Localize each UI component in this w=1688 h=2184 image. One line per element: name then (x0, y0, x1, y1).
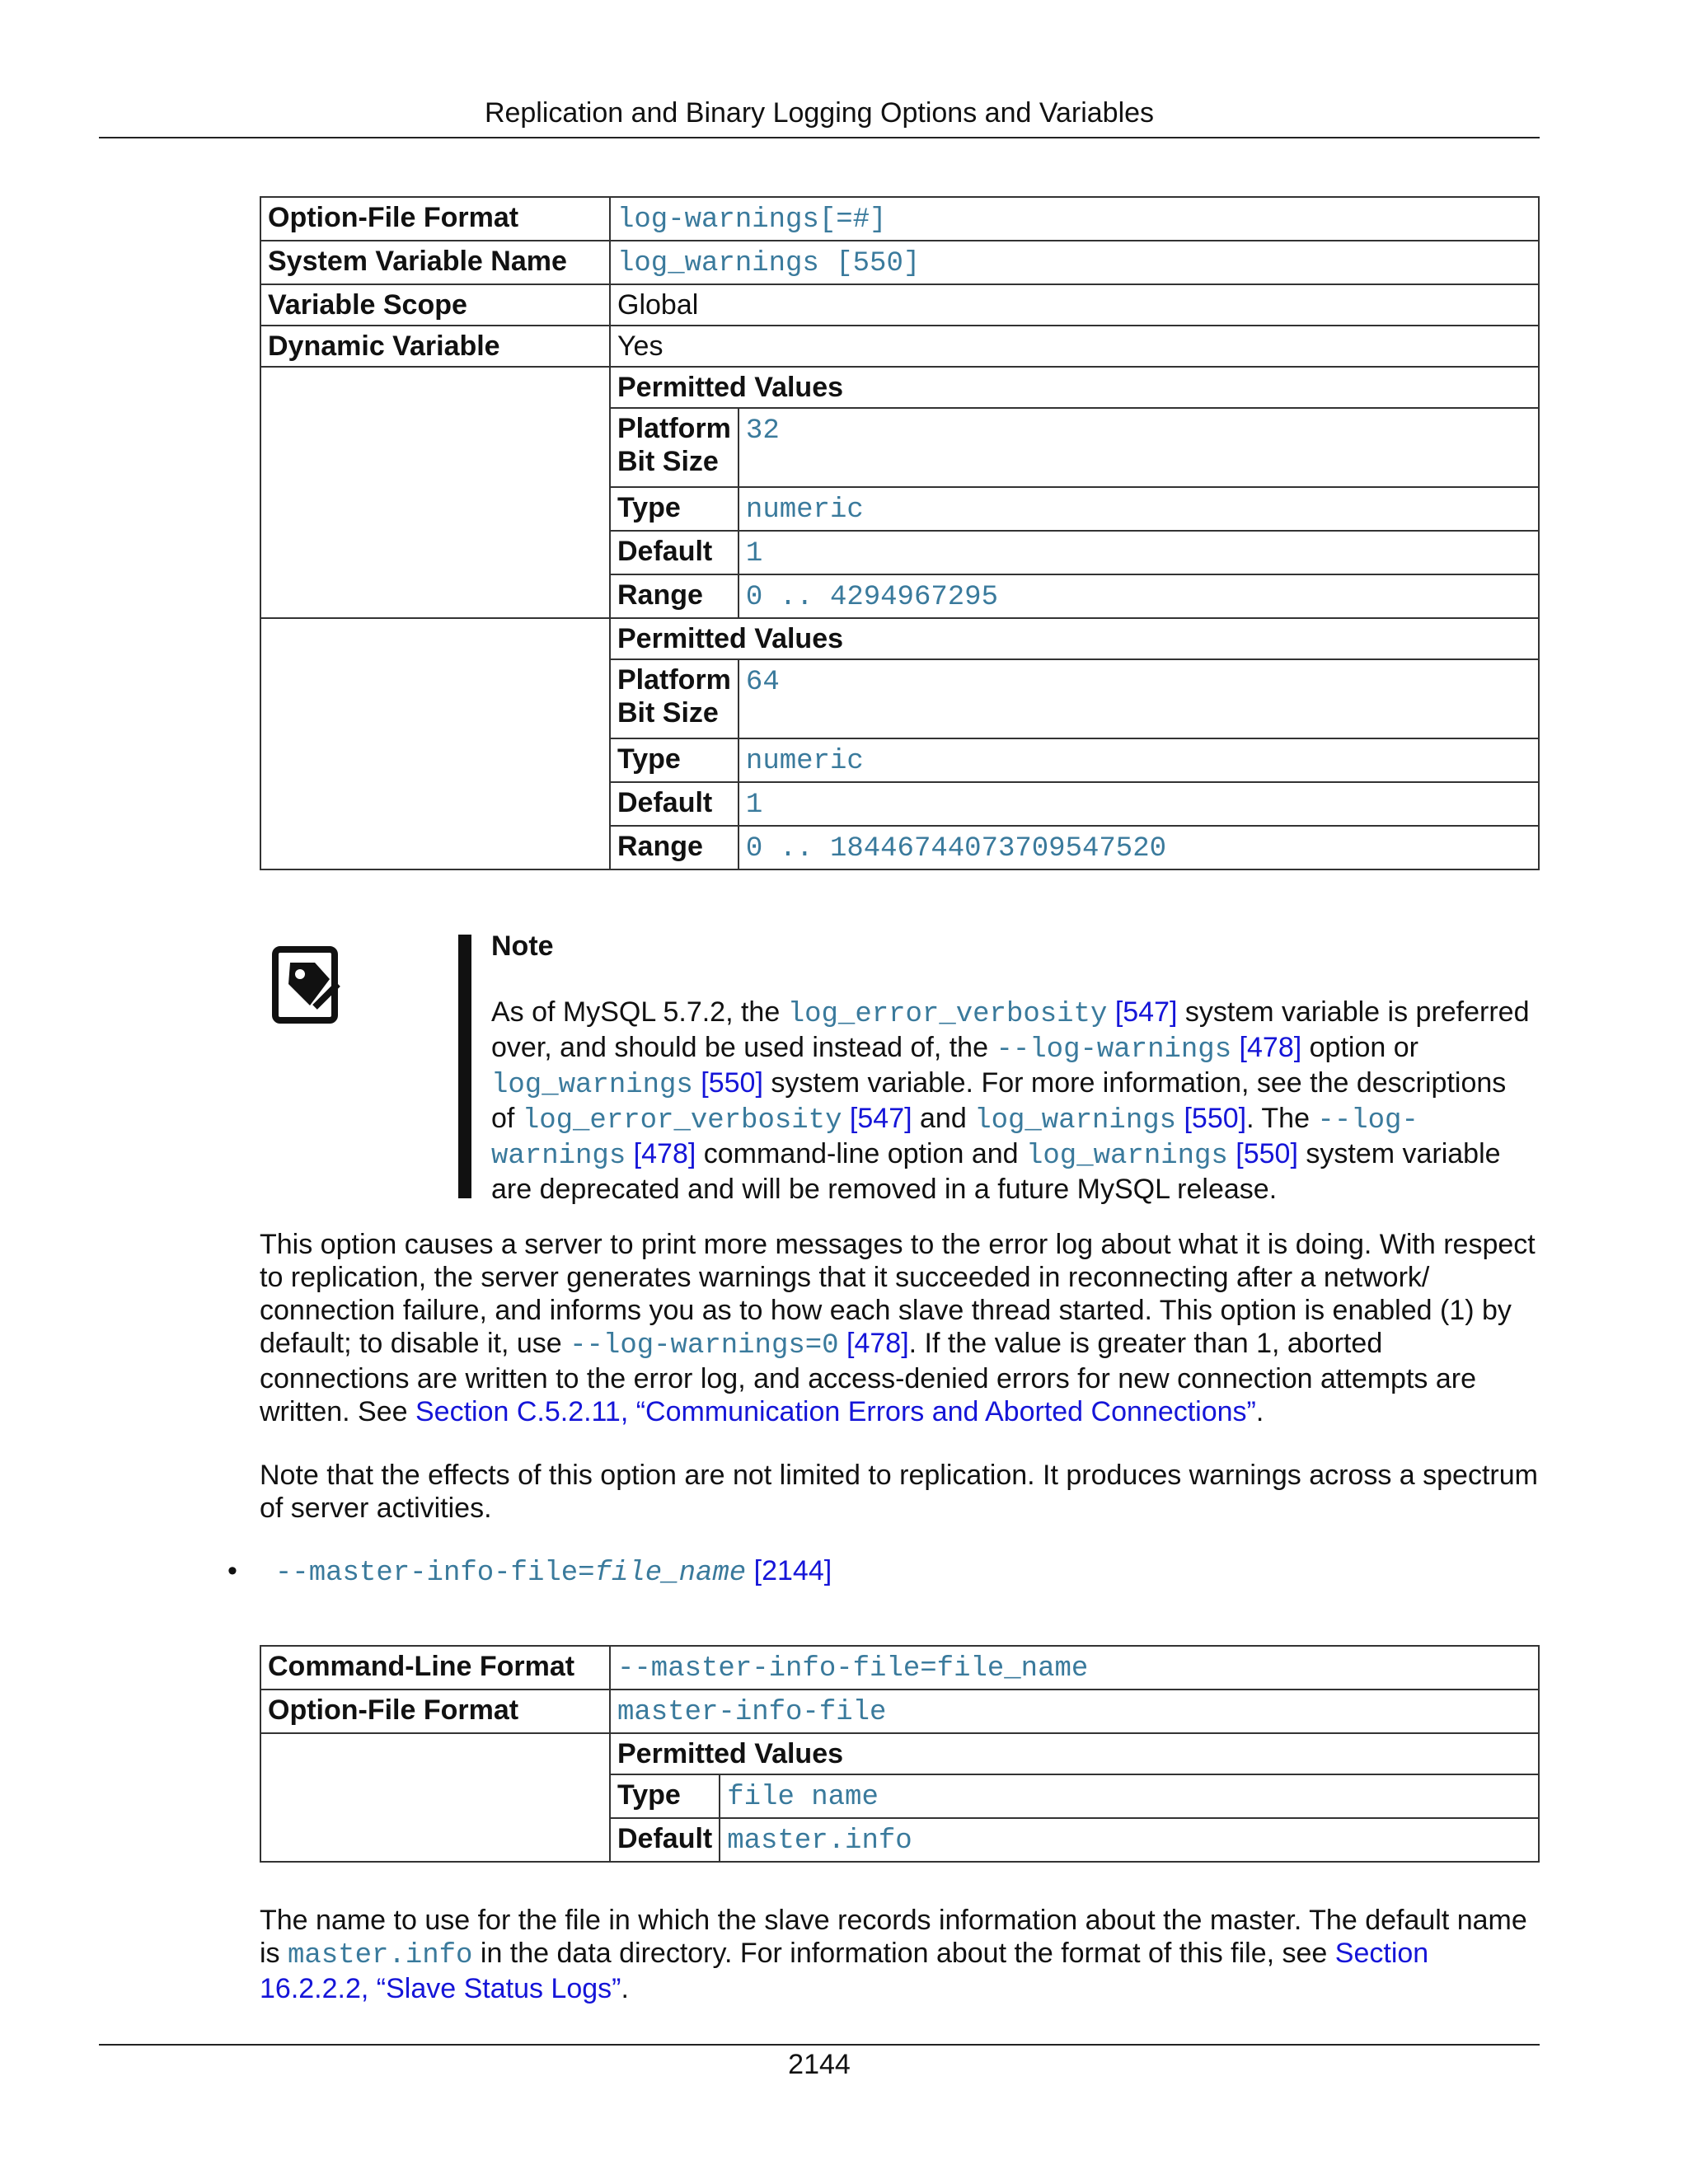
default-label: Default (611, 1818, 720, 1861)
code-text: master.info (288, 1940, 473, 1971)
note-bar (458, 935, 471, 1198)
option-value-link[interactable]: log_warnings [550] (617, 248, 921, 279)
note-text: As of MySQL 5.7.2, the log_error_verbosity [547] system variable is preferred over, and should be used instead of, the --log-warnings [478] option or log_warnings [550] system variable. For more information, see the descriptions of log_error_verbosity [547] and log_warnings [550]. The --log-warnings [478] command-line option and log_warnings [550] system variable are deprecated and will be removed in a future MySQL release. (491, 996, 1530, 1205)
page-ref-link[interactable]: [547] (842, 1103, 912, 1134)
default-label: Default (611, 782, 738, 826)
option-label: Dynamic Variable (260, 326, 610, 367)
type-label: Type (611, 487, 738, 531)
note-box (491, 930, 1530, 1206)
type-label: Type (611, 1774, 720, 1818)
code-link[interactable]: --log-warnings=0 (570, 1330, 839, 1361)
table-row (260, 326, 1539, 367)
default-value: 1 (745, 538, 763, 569)
empty-cell (260, 367, 610, 618)
permitted-values-heading: Permitted Values (617, 1738, 844, 1769)
page-ref-link[interactable]: [478] (838, 1328, 909, 1359)
option-label: Option-File Format (260, 197, 610, 241)
platform-label: Platform Bit Size (611, 408, 738, 487)
table-row (260, 1646, 1539, 1690)
page-header: Replication and Binary Logging Options and Variables (484, 97, 1155, 129)
type-value: numeric (745, 746, 864, 777)
option-value: --master-info-file=file_name (617, 1653, 1089, 1685)
option-label: Command-Line Format (260, 1646, 610, 1690)
type-value: file name (727, 1782, 879, 1813)
range-value: 0 .. 4294967295 (745, 582, 998, 613)
note-paragraph: Note that the effects of this option are not limited to replication. It produces warnings across a spectrum of server activities. (260, 1460, 1538, 1524)
default-value: 1 (745, 790, 763, 821)
option-code-link[interactable]: --master-info-file= (274, 1558, 595, 1589)
master-info-file-options-table (260, 1645, 1540, 1863)
option-value: Global (610, 284, 1539, 326)
page-ref-link[interactable]: [550] (1176, 1103, 1247, 1134)
log-warnings-options-table (260, 196, 1540, 870)
footer-rule (99, 2044, 1540, 2046)
type-label: Type (611, 738, 738, 782)
page-ref-link[interactable]: [2144] (746, 1555, 832, 1586)
option-code-italic[interactable]: file_name (594, 1558, 747, 1589)
header-rule (99, 137, 1540, 138)
note-title: Note (491, 930, 554, 962)
page-ref-link[interactable]: [550] (692, 1067, 763, 1099)
code-link[interactable]: log_error_verbosity (522, 1105, 842, 1137)
range-label: Range (611, 826, 738, 869)
permitted-values-block (260, 1733, 1539, 1862)
code-link[interactable]: log_error_verbosity (787, 999, 1108, 1030)
code-link[interactable]: log_warnings (1026, 1141, 1228, 1172)
note-icon (272, 946, 343, 1025)
option-value: Yes (610, 326, 1539, 367)
permitted-values-heading: Permitted Values (617, 623, 844, 654)
page-ref-link[interactable]: [478] (1231, 1032, 1302, 1063)
code-link[interactable]: --log-warnings (996, 1034, 1232, 1066)
option-bullet (227, 1554, 832, 1590)
empty-cell (260, 618, 610, 869)
code-link[interactable]: log_warnings (491, 1070, 693, 1101)
bullet-symbol: • (227, 1555, 237, 1586)
range-value: 0 .. 18446744073709547520 (745, 833, 1167, 865)
page-ref-link[interactable]: [550] (1227, 1138, 1298, 1169)
table-row (260, 1690, 1539, 1733)
table-row (260, 241, 1539, 284)
description-paragraph: This option causes a server to print more messages to the error log about what it is doing. With respect to replication, the server generates warnings that it succeeded in reconnecting after a network/ connection failure, and informs you as to how each slave thread started. This option is enabled (1) by default; to disable it, use --log-warnings=0 [478]. If the value is greater than 1, aborted connections are written to the error log, and access-denied errors for new connection attempts are written. See Section C.5.2.11, “Communication Errors and Aborted Connections”. (260, 1229, 1536, 1427)
option-label: System Variable Name (260, 241, 610, 284)
option-value: master-info-file (617, 1697, 887, 1728)
page-number: 2144 (788, 2049, 851, 2080)
empty-cell (260, 1733, 610, 1862)
type-value: numeric (745, 494, 864, 526)
master-info-description: The name to use for the file in which the slave records information about the master. The default name is master.info in the data directory. For information about the format of this file, see Section 16.2.2.2, “Slave Status Logs”. (260, 1905, 1527, 2004)
code-link[interactable]: --log-warnings (491, 1105, 1418, 1172)
option-label: Variable Scope (260, 284, 610, 326)
section-link[interactable]: Section 16.2.2.2, “Slave Status Logs” (260, 1938, 1429, 2004)
page-ref-link[interactable]: [478] (626, 1138, 696, 1169)
table-row (260, 284, 1539, 326)
code-link[interactable]: log_warnings (974, 1105, 1177, 1137)
table-row (260, 197, 1539, 241)
permitted-values-block-32 (260, 367, 1539, 618)
default-value: master.info (727, 1825, 912, 1857)
platform-value: 64 (745, 667, 780, 698)
platform-value: 32 (745, 415, 780, 447)
section-link[interactable]: Section C.5.2.11, “Communication Errors and Aborted Connections” (415, 1396, 1256, 1427)
permitted-values-block-64 (260, 618, 1539, 869)
page-ref-link[interactable]: [547] (1107, 996, 1178, 1028)
option-label: Option-File Format (260, 1690, 610, 1733)
option-value: log-warnings[=#] (617, 204, 887, 236)
permitted-values-heading: Permitted Values (617, 372, 844, 403)
default-label: Default (611, 531, 738, 574)
platform-label: Platform Bit Size (611, 659, 738, 738)
range-label: Range (611, 574, 738, 617)
